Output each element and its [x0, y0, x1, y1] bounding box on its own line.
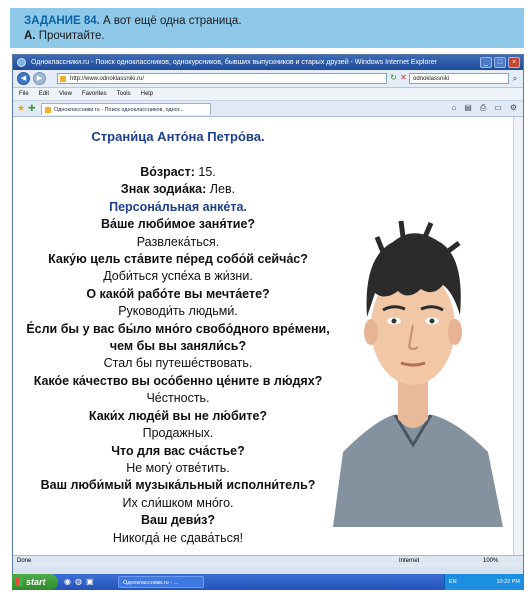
close-icon[interactable]: ×: [508, 57, 520, 68]
answer: Не могу́ отве́тить.: [126, 460, 230, 475]
question: Каки́х люде́й вы не лю́бите?: [88, 408, 268, 423]
question: Ваш люби́мый музыка́льный исполни́тель?: [40, 478, 316, 493]
age-label: Во́зраст:: [140, 165, 195, 179]
search-text: odnoklassniki: [413, 76, 450, 82]
tools-gear-icon[interactable]: ⚙: [509, 103, 517, 112]
start-button[interactable]: [12, 574, 58, 590]
portrait-illustration: [313, 197, 513, 527]
start-label: start: [26, 577, 46, 587]
windows-taskbar: [12, 574, 524, 590]
menu-favorites[interactable]: Favorites: [81, 91, 107, 97]
answer: Никогда́ не сдава́ться!: [112, 530, 244, 545]
exercise-number: ЗАДАНИЕ 84.: [24, 15, 100, 27]
refresh-icon[interactable]: ↻: [390, 73, 397, 82]
tab-bar: [13, 101, 523, 117]
question: Что для вас сча́стье?: [111, 443, 245, 458]
page-icon[interactable]: ▭: [494, 103, 502, 112]
exercise-title-line: [24, 14, 510, 29]
maximize-icon[interactable]: □: [494, 57, 506, 68]
age-line: [13, 164, 343, 181]
question: Ва́ше люби́мое заня́тие?: [100, 217, 256, 232]
browser-window: [12, 54, 524, 590]
page-favicon-icon: [60, 76, 66, 82]
menu-edit[interactable]: Edit: [38, 91, 50, 97]
question: О како́й рабо́те вы мечта́ете?: [86, 286, 270, 301]
security-zone: Internet: [399, 558, 420, 564]
home-icon[interactable]: ⌂: [451, 103, 457, 112]
question-continued: чем бы вы заняли́сь?: [109, 339, 247, 354]
question: Е́сли бы у вас бы́ло мно́го свобо́дного вре́мени,: [26, 321, 330, 336]
search-input[interactable]: [409, 73, 509, 84]
answer: Стал бы путеше́ствовать.: [103, 356, 253, 371]
window-titlebar[interactable]: [13, 55, 523, 70]
address-text: http://www.odnoklassniki.ru/: [70, 76, 145, 82]
tab-title: Одноклассники.ru - Поиск одноклассников, одног...: [54, 107, 184, 113]
exercise-header: [10, 8, 524, 48]
zoom-level[interactable]: 100%: [483, 558, 499, 564]
menu-tools[interactable]: Tools: [116, 91, 131, 97]
section-title: Персона́льная анке́та.: [109, 199, 247, 214]
clock: 10:22 PM: [496, 579, 520, 585]
answer: Развлека́ться.: [136, 234, 220, 249]
exercise-instruction: Прочитайте.: [35, 30, 105, 42]
exercise-intro: А вот ещё одна страница.: [99, 15, 242, 27]
answer: Доби́ться успе́ха в жи́зни.: [103, 269, 253, 284]
desktop-quicklaunch-icon[interactable]: ▣: [85, 577, 94, 586]
page-title: Страни́ца Анто́на Петро́ва.: [91, 129, 265, 144]
menu-help[interactable]: Help: [140, 91, 153, 97]
feeds-icon[interactable]: ▤: [464, 103, 472, 112]
menu-view[interactable]: View: [59, 91, 72, 97]
question: Ваш деви́з?: [141, 513, 215, 528]
back-icon[interactable]: ◀: [17, 72, 30, 85]
answer: Продажных.: [142, 426, 214, 441]
zodiac-label: Знак зодиа́ка:: [120, 182, 207, 197]
system-tray: [444, 574, 524, 590]
language-indicator[interactable]: EN: [449, 579, 457, 585]
answer: Руководи́ть людьми́.: [118, 304, 238, 319]
command-bar: [451, 103, 517, 113]
age-value: 15.: [194, 165, 216, 179]
page-content: [13, 117, 523, 567]
answer: Их сли́шком мно́го.: [122, 495, 234, 510]
add-favorite-icon[interactable]: ✚: [28, 103, 36, 113]
zodiac-line: [13, 181, 343, 198]
answer: Че́стность.: [146, 391, 210, 406]
ie-quicklaunch-icon[interactable]: ◉: [64, 577, 71, 586]
menu-file[interactable]: File: [19, 91, 29, 97]
status-text: Done: [17, 558, 32, 564]
search-icon[interactable]: ⌕: [512, 74, 518, 83]
exercise-letter: А.: [24, 30, 36, 42]
tab-active[interactable]: [41, 103, 211, 115]
taskbar-item-browser[interactable]: Одноклассники.ru - ...: [118, 576, 204, 588]
minimize-icon[interactable]: _: [480, 57, 492, 68]
exercise-instruction-line: [24, 29, 510, 44]
menu-bar: [13, 88, 523, 101]
stop-icon[interactable]: ✕: [400, 73, 407, 82]
tab-favicon-icon: [45, 107, 51, 113]
question: Каку́ю цель ста́вите пе́ред собо́й сейча́с?: [48, 252, 308, 267]
ie-icon: [17, 58, 26, 67]
quick-launch: [64, 577, 94, 586]
print-icon[interactable]: ⎙: [479, 103, 487, 112]
status-bar: [13, 555, 523, 567]
question: Како́е ка́чество вы осо́бенно це́ните в лю́дях?: [33, 373, 323, 388]
favorites-star-icon[interactable]: ★: [17, 103, 26, 113]
profile-column: [13, 117, 343, 547]
window-controls: [480, 57, 520, 68]
vertical-scrollbar[interactable]: [513, 117, 523, 567]
forward-icon[interactable]: ▶: [33, 72, 46, 85]
address-field[interactable]: [57, 73, 387, 84]
firefox-quicklaunch-icon[interactable]: ◍: [74, 577, 82, 586]
window-title: Одноклассники.ru - Поиск одноклассников, однокурсников, бывших выпускников и старых друзей - Windows Internet Explorer: [31, 59, 437, 66]
zodiac-value: Лев.: [206, 182, 236, 197]
address-toolbar: [13, 70, 523, 88]
windows-logo-icon: [15, 578, 23, 586]
